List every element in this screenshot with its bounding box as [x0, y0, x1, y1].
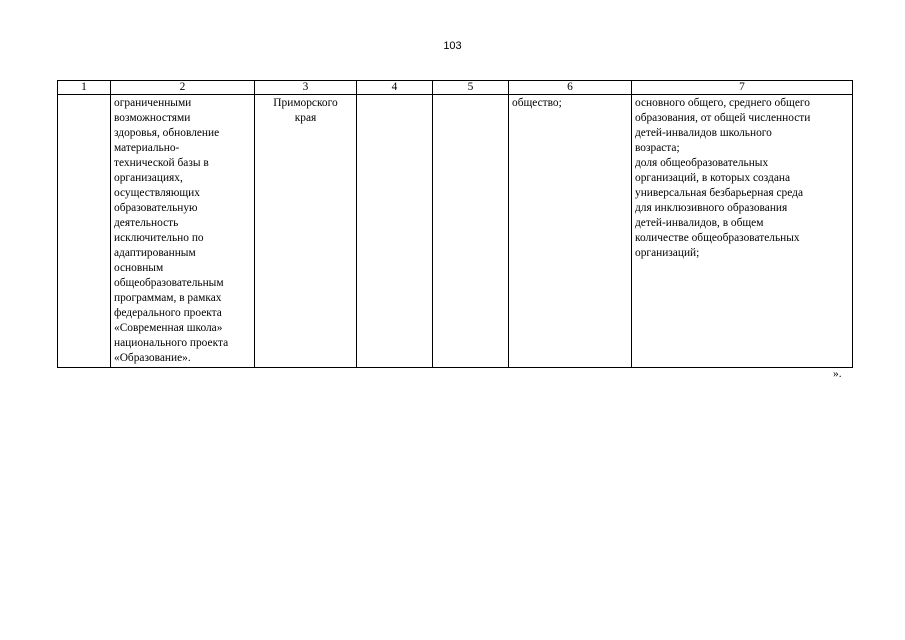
header-col-3: 3	[255, 81, 357, 95]
page-number: 103	[443, 40, 462, 52]
event-description-text: ограниченными возможностями здоровья, обновление материально- технической базы в организациях, осуществляющих образовательную деятельность исключительно по адаптированным основным общеобразовательным программам, в рамках федерального проекта «Современная школа» национального проекта «Образование».	[114, 97, 229, 364]
cell-col-3	[255, 95, 357, 368]
cell-col-7	[632, 95, 853, 368]
cell-col-2	[111, 95, 255, 368]
cell-col-1	[58, 95, 111, 368]
header-col-4: 4	[357, 81, 433, 95]
cell-col-6	[509, 95, 632, 368]
header-col-5: 5	[433, 81, 509, 95]
cell-col-5	[433, 95, 509, 368]
header-col-1: 1	[58, 81, 111, 95]
table-row	[58, 95, 853, 368]
cell-col-4	[357, 95, 433, 368]
document-table	[57, 80, 853, 368]
header-col-6: 6	[509, 81, 632, 95]
table-header-row	[58, 81, 853, 95]
indicators-text: основного общего, среднего общего образования, от общей численности детей-инвалидов школьного возраста; доля общеобразовательных организаций, в которых создана универсальная безбарьерная среда для инклюзивного образования детей-инвалидов, в общем количестве общеобразовательных организаций;	[635, 97, 811, 259]
header-col-2: 2	[111, 81, 255, 95]
column-6-text: общество;	[512, 97, 562, 109]
closing-quote-mark: ».	[833, 368, 842, 380]
header-col-7: 7	[632, 81, 853, 95]
region-text: Приморского края	[273, 97, 338, 124]
